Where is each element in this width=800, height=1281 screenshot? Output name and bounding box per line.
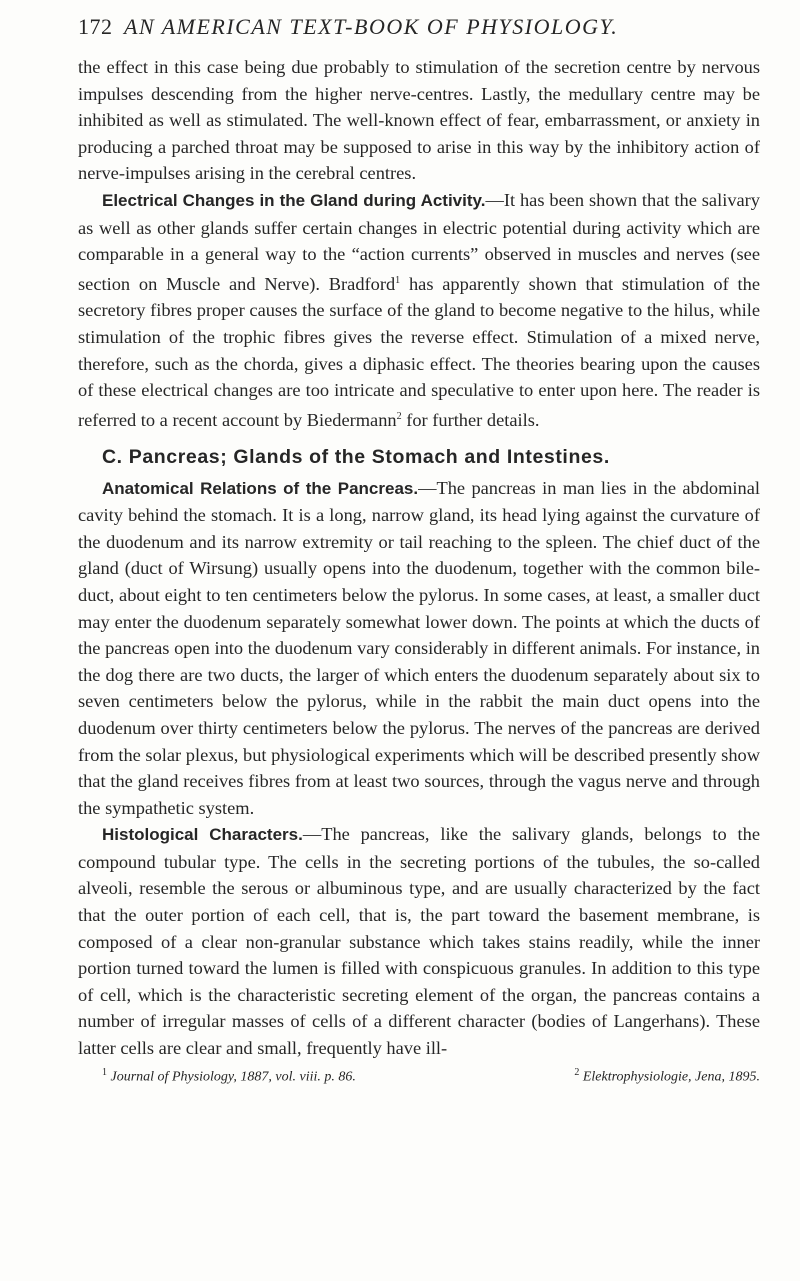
paragraph-text: —It has been shown that the salivary as well as other glands suffer certain changes in electric potential during activity which are comparable in a general way to the “action currents” observed in muscles and nerves (see section on Muscle and Nerve). Bradford [78,189,760,294]
paragraph-text: for further details. [401,409,540,430]
section-heading: C. Pancreas; Glands of the Stomach and Intestines. [102,445,610,468]
paragraph-text: —The pancreas in man lies in the abdominal cavity behind the stomach. It is a long, narrow gland, its head lying against the curvature of the duodenum and its narrow extremity or tail reaching to the spleen. The chief duct of the gland (duct of Wirsung) usually opens into the duodenum, together with the common bile-duct, about eight to ten centimeters below the pylorus. In some cases, at least, a smaller duct may enter the duodenum separately somewhat lower down. The points at which the ducts of the pancreas open into the duodenum vary considerably in different animals. For instance, in the dog there are two ducts, the larger of which enters the duodenum separately about six to seven centimeters below the pylorus, while in the rabbit the main duct opens into the duodenum over thirty centimeters below the pylorus. The nerves of the pancreas are derived from the solar plexus, but physiological experiments which will be described presently show that the gland receives fibres from at least two sources, through the vagus nerve and through the sympathetic system. [78,477,760,818]
paragraph-histological-characters [78,821,760,1061]
body-text [78,54,760,1062]
paragraph-text: has apparently shown that stimulation of the secretory fibres proper causes the surface of the gland to become negative to the hilus, while stimulation of the trophic fibres gives the reverse effect. Stimulation of a mixed nerve, therefore, such as the chorda, gives a diphasic effect. The theories bearing upon the causes of these electrical changes are too intricate and speculative to enter upon here. The reader is referred to a recent account by Biedermann [78,273,760,430]
running-head [78,14,760,40]
run-in-heading-anatomical-relations: Anatomical Relations of the Pancreas. [102,478,419,498]
running-title: AN AMERICAN TEXT-BOOK OF PHYSIOLOGY. [124,14,619,39]
page-number: 172 [78,14,113,39]
paragraph-anatomical-relations [78,475,760,822]
run-in-heading-histological: Histological Characters. [102,825,303,845]
footnote-1: $^1$ Journal of Physiology, 1887, vol. viii. p. 86. [102,1066,356,1085]
paragraph-text: —The pancreas, like the salivary glands, belongs to the compound tubular type. The cells in the secreting portions of the tubules, the so-called alveoli, resemble the serous or albuminous type, and are usually characterized by the fact that the outer portion of each cell, that is, the part toward the basement membrane, is composed of a clear non-granular substance which takes stains readily, while the inner portion turned toward the lumen is filled with conspicuous granules. In addition to this type of cell, which is the characteristic secreting element of the organ, the pancreas contains a number of irregular masses of cells of a different character (bodies of Langerhans). These latter cells are clear and small, frequently have ill- [78,824,760,1059]
footnote-ref-2: 2 [396,410,402,422]
footnotes [78,1064,760,1087]
footnote-2: $^2$ Elektrophysiologie, Jena, 1895. [574,1066,760,1085]
run-in-heading-electrical-changes: Electrical Changes in the Gland during Activity. [102,190,486,210]
paragraph-continued: the effect in this case being due probably to stimulation of the secretion centre by nervous impulses descending from the higher nerve-centres. Lastly, the medullary centre may be inhibited as well as stimulated. The well-known effect of fear, embarrassment, or anxiety in producing a parched throat may be supposed to arise in this way by the inhibitory action of nerve-impulses arising in the cerebral centres. [78,57,760,184]
footnote-ref-1: 1 [395,274,401,286]
paragraph-electrical-changes [78,187,760,434]
